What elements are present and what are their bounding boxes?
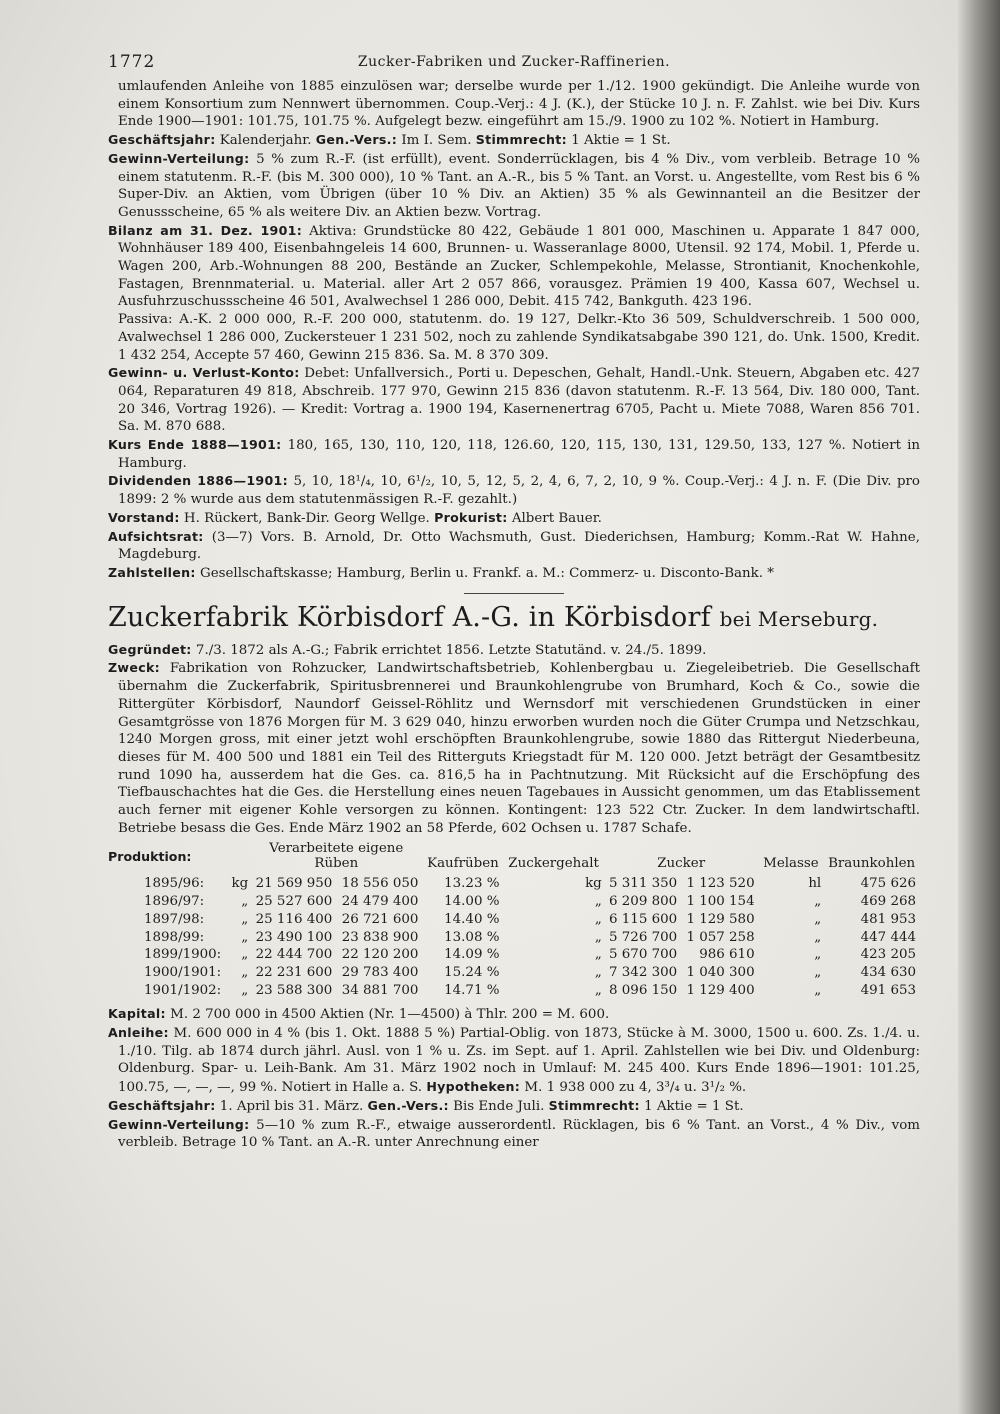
label-genvers-2: Gen.-Vers.: xyxy=(367,1097,449,1113)
company-title xyxy=(108,602,920,635)
text-vorstand: H. Rückert, Bank-Dir. Georg Wellge. xyxy=(183,510,430,526)
label-genvers: Gen.-Vers.: xyxy=(315,132,398,148)
cell-braunkohlen: 434 630 xyxy=(860,964,916,980)
col-braunkohlen: Braunkohlen xyxy=(828,856,916,872)
cell-melasse: 986 610 xyxy=(699,947,755,963)
cell-year: 1895/96: xyxy=(144,876,205,892)
entry-vorstand xyxy=(108,509,920,528)
label-geschaeftsjahr-2: Geschäftsjahr: xyxy=(108,1097,216,1113)
cell-unit-eigene: „ xyxy=(241,894,249,910)
text-geschaeftsjahr-2: 1. April bis 31. März. xyxy=(219,1098,364,1114)
cell-zuckergehalt: 14.00 % xyxy=(444,894,500,910)
cell-kaufrueben: 24 479 400 xyxy=(341,894,419,910)
cell-kaufrueben: 22 120 200 xyxy=(341,947,419,963)
cell-kaufrueben: 29 783 400 xyxy=(341,964,419,980)
section-divider xyxy=(464,593,564,594)
company-title-main: Zuckerfabrik Körbisdorf A.-G. in Körbisdorf xyxy=(108,601,711,633)
cell-year: 1899/1900: xyxy=(144,947,222,963)
cell-zuckergehalt: 14.09 % xyxy=(444,947,500,963)
label-vorstand: Vorstand: xyxy=(108,509,180,525)
col-kaufrueben: Kaufrüben xyxy=(427,856,499,872)
label-stimmrecht: Stimmrecht: xyxy=(475,132,567,148)
cell-zuckergehalt: 13.23 % xyxy=(444,876,500,892)
label-zahlstellen: Zahlstellen: xyxy=(108,564,196,580)
label-aufsichtsrat: Aufsichtsrat: xyxy=(108,528,204,544)
entry-gewinnverteilung xyxy=(108,150,920,222)
anleihe-continuation: umlaufenden Anleihe von 1885 einzulösen war; derselbe wurde per 1./12. 1900 gekündigt. Die Anleihe wurde von einem Konsortium zum Nennwert übernommen. Coup.-Verj.: 4 J. (K.), der Stücke 10 J. n. F. Zahlst. wie bei Div. Kurs Ende 1900—1901: 101.75, 101.75 %. Aufgelegt bezw. eingeführt am 15./9. 1900 zu 102 %. Notiert in Hamburg. xyxy=(118,79,920,130)
cell-kaufrueben: 23 838 900 xyxy=(341,929,419,945)
text-genvers: Im I. Sem. xyxy=(401,133,472,149)
entry-zahlstellen xyxy=(108,564,920,583)
label-kapital: Kapital: xyxy=(108,1006,166,1022)
cell-unit-eigene: „ xyxy=(241,964,249,980)
cell-melasse: 1 123 520 xyxy=(686,876,755,892)
cell-unit-braunkohlen: „ xyxy=(814,911,822,927)
cell-unit-zucker: „ xyxy=(594,911,602,927)
cell-unit-braunkohlen: „ xyxy=(814,929,822,945)
cell-eigene-rueben: 21 569 950 xyxy=(255,876,333,892)
label-anleihe: Anleihe: xyxy=(108,1025,169,1041)
text-gewinnverteilung-2: 5—10 % zum R.-F., etwaige ausserordentl. Rücklagen, bis 6 % Tant. an Vorst., 4 % Div., vom verbleib. Betrage 10 % Tant. an A.-R. unter Anrechnung einer xyxy=(118,1117,920,1151)
running-title: Zucker-Fabriken und Zucker-Raffinerien. xyxy=(357,54,671,70)
label-guv: Gewinn- u. Verlust-Konto: xyxy=(108,365,300,381)
cell-kaufrueben: 26 721 600 xyxy=(341,911,419,927)
cell-unit-braunkohlen: „ xyxy=(814,982,822,998)
text-stimmrecht: 1 Aktie = 1 St. xyxy=(571,133,671,149)
cell-melasse: 1 040 300 xyxy=(686,964,755,980)
cell-year: 1897/98: xyxy=(144,911,205,927)
entry-gegruendet xyxy=(108,641,920,660)
label-prokurist: Prokurist: xyxy=(434,509,508,525)
production-table-header xyxy=(108,841,920,875)
cell-braunkohlen: 475 626 xyxy=(860,876,916,892)
cell-unit-zucker: „ xyxy=(594,929,602,945)
label-hypotheken: Hypotheken: xyxy=(426,1079,521,1095)
text-stimmrecht-2: 1 Aktie = 1 St. xyxy=(644,1098,744,1114)
cell-eigene-rueben: 23 490 100 xyxy=(255,929,333,945)
text-prokurist: Albert Bauer. xyxy=(511,510,602,526)
label-dividenden: Dividenden 1886—1901: xyxy=(108,473,288,489)
production-table-body xyxy=(108,875,920,999)
text-kurs: 180, 165, 130, 110, 120, 118, 126.60, 120, 115, 130, 131, 129.50, 133, 127 %. Notiert in Hamburg. xyxy=(118,438,921,471)
company-title-location: bei Merseburg. xyxy=(719,606,879,631)
cell-unit-zucker: „ xyxy=(594,947,602,963)
entry-anleihe xyxy=(108,1024,920,1097)
cell-melasse: 1 057 258 xyxy=(686,929,755,945)
cell-zucker: 8 096 150 xyxy=(609,982,678,998)
cell-zuckergehalt: 14.40 % xyxy=(444,911,500,927)
cell-unit-eigene: „ xyxy=(241,911,249,927)
text-zahlstellen: Gesellschaftskasse; Hamburg, Berlin u. Frankf. a. M.: Commerz- u. Disconto-Bank. * xyxy=(200,565,774,581)
cell-zucker: 5 670 700 xyxy=(609,947,678,963)
cell-braunkohlen: 447 444 xyxy=(860,929,916,945)
section-previous-company xyxy=(108,78,920,583)
text-bilanz-aktiva: Aktiva: Grundstücke 80 422, Gebäude 1 801 000, Maschinen u. Apparate 1 847 000, Wohnhäuser 189 400, Eisenbahngeleis 14 600, Brunnen- u. Wasseranlage 8000, Utensil. 92 174, Mobil. 1, Pferde u. Wagen 200, Arb.-Wohnungen 88 200, Bestände an Zucker, Schlempekohle, Melasse, Strontianit, Knochenkohle, Fastagen, Brennmaterial. u. Material. aller Art 2 057 866, vorausgez. Prämien 19 400, Kassa 607, Wechsel u. Ausfuhrzuschussscheine 46 501, Avalwechsel 1 286 000, Debit. 415 742, Bankguth. 423 196. xyxy=(118,223,920,310)
entry-geschaeftsjahr xyxy=(108,131,920,150)
cell-kaufrueben: 18 556 050 xyxy=(341,876,419,892)
cell-zucker: 5 726 700 xyxy=(609,929,678,945)
col-verarbeitete: Verarbeitete eigene Rüben xyxy=(269,841,404,872)
cell-zuckergehalt: 14.71 % xyxy=(444,982,500,998)
entry-zweck xyxy=(108,659,920,837)
cell-year: 1898/99: xyxy=(144,929,205,945)
cell-melasse: 1 100 154 xyxy=(686,894,755,910)
cell-unit-braunkohlen: „ xyxy=(814,947,822,963)
production-table xyxy=(108,841,920,999)
page-header xyxy=(108,44,920,78)
table-row xyxy=(108,964,920,982)
cell-eigene-rueben: 22 231 600 xyxy=(255,964,333,980)
entry-gewinnverteilung-2 xyxy=(108,1116,920,1152)
text-dividenden: 5, 10, 18¹/₄, 10, 6¹/₂, 10, 5, 12, 5, 2, 4, 6, 7, 2, 10, 9 %. Coup.-Verj.: 4 J. n. F. (Die Div. pro 1899: 2 % wurde aus dem statutenmässigen R.-F. gezahlt.) xyxy=(118,474,920,508)
label-gewinnverteilung-2: Gewinn-Verteilung: xyxy=(108,1116,250,1132)
cell-eigene-rueben: 23 588 300 xyxy=(255,982,333,998)
text-genvers-2: Bis Ende Juli. xyxy=(453,1098,545,1114)
cell-braunkohlen: 469 268 xyxy=(860,894,916,910)
text-anleihe: M. 600 000 in 4 % (bis 1. Okt. 1888 5 %) Partial-Oblig. von 1873, Stücke à M. 3000, 1500 u. 600. Zs. 1./4. u. 1./10. Tilg. ab 1874 durch jährl. Ausl. von 1 % u. Zs. im Sept. auf 1. April. Zahlstellen wie bei Div. und Oldenburg: Oldenburg. Spar- u. Leih-Bank. Am 31. März 1902 noch in Umlauf: M. 245 400. Kurs Ende 1896—1901: 101.25, 100.75, —, —, —, 99 %. Notiert in Halle a. S. xyxy=(118,1026,920,1096)
cell-unit-braunkohlen: „ xyxy=(814,894,822,910)
cell-year: 1900/1901: xyxy=(144,964,222,980)
cell-year: 1896/97: xyxy=(144,894,205,910)
entry-bilanz xyxy=(108,222,920,312)
label-gegruendet: Gegründet: xyxy=(108,641,192,657)
table-row xyxy=(108,875,920,893)
cell-melasse: 1 129 580 xyxy=(686,911,755,927)
col-zucker: Zucker xyxy=(657,856,706,872)
cell-unit-eigene: kg xyxy=(231,876,249,892)
cell-kaufrueben: 34 881 700 xyxy=(341,982,419,998)
col-melasse: Melasse xyxy=(763,856,819,872)
text-kapital: M. 2 700 000 in 4500 Aktien (Nr. 1—4500) à Thlr. 200 = M. 600. xyxy=(170,1007,610,1023)
cell-eigene-rueben: 25 116 400 xyxy=(255,911,333,927)
cell-zucker: 5 311 350 xyxy=(609,876,678,892)
cell-eigene-rueben: 25 527 600 xyxy=(255,894,333,910)
cell-zucker: 6 209 800 xyxy=(609,894,678,910)
text-bilanz-passiva: Passiva: A.-K. 2 000 000, R.-F. 200 000, statutenm. do. 19 127, Delkr.-Kto 36 509, Schuldverschreib. 1 500 000, Avalwechsel 1 286 000, Zuckersteuer 1 231 502, noch zu zahlende Syndikatsabgabe 390 121, do. Unk. 1500, Kredit. 1 432 254, Accepte 57 460, Gewinn 215 836. Sa. M. 8 370 309. xyxy=(118,312,920,363)
cell-unit-zucker: „ xyxy=(594,964,602,980)
cell-braunkohlen: 423 205 xyxy=(860,947,916,963)
page-edge-shadow xyxy=(958,0,1000,1414)
label-produktion: Produktion: xyxy=(108,848,192,864)
entry-dividenden xyxy=(108,472,920,508)
cell-unit-eigene: „ xyxy=(241,929,249,945)
page-number: 1772 xyxy=(108,52,156,72)
cell-unit-zucker: kg xyxy=(585,876,602,892)
cell-braunkohlen: 481 953 xyxy=(860,911,916,927)
cell-year: 1901/1902: xyxy=(144,982,222,998)
text-geschaeftsjahr: Kalenderjahr. xyxy=(219,133,312,149)
entry-kapital xyxy=(108,1005,920,1024)
page-content xyxy=(108,44,920,1152)
cell-unit-braunkohlen: hl xyxy=(808,876,822,892)
text-gewinnverteilung: 5 % zum R.-F. (ist erfüllt), event. Sonderrücklagen, bis 4 % Div., vom verbleib. Betrage 10 % einem statutenm. R.-F. (bis M. 300 000), 10 % Tant. an A.-R., bis 5 % Tant. an Vorst. u. Angestellte, vom Rest bis 6 % Super-Div. an Aktien, vom Übrigen (über 10 % Div. an Aktien) 35 % als Gewinnanteil an die Besitzer der Genussscheine, 65 % als weitere Div. an Aktien bezw. Vortrag. xyxy=(118,151,920,220)
table-row xyxy=(108,893,920,911)
cell-unit-eigene: „ xyxy=(241,982,249,998)
label-gewinnverteilung: Gewinn-Verteilung: xyxy=(108,150,250,166)
col-zuckergehalt: Zuckergehalt xyxy=(508,856,599,872)
text-zweck: Fabrikation von Rohzucker, Landwirtschaftsbetrieb, Kohlenbergbau u. Ziegeleibetrieb. Die Gesellschaft übernahm die Zuckerfabrik, Spiritusbrennerei und Braunkohlengrube von Brumhard, Koch & Co., sowie die Rittergüter Körbisdorf, Naundorf Geissel-Röhlitz und Wernsdorf mit verschiedenen Grundstücken in einer Gesamtgrösse von 1876 Morgen für M. 3 629 040, hinzu erworben wurden noch die Güter Crumpa und Netzschkau, 1240 Morgen gross, mit einer jetzt wohl erschöpften Braunkohlengrube, sowie 1880 das Rittergut Niederbeuna, dieses für M. 400 500 und 1881 ein Teil des Ritterguts Kriegstadt für M. 120 000. Jetzt beträgt der Gesamtbesitz rund 1090 ha, ausserdem hat die Ges. ca. 816,5 ha in Pachtnutzung. Mit Rücksicht auf die Erschöpfung des Tiefbauschachtes hat die Ges. die Herstellung eines neuen Tagebaues in Aussicht genommen, um das Etablissement auch ferner mit eigener Kohle versorgen zu können. Kontingent: 123 522 Ctr. Zucker. In dem landwirtschaftl. Betriebe besass die Ges. Ende März 1902 an 58 Pferde, 602 Ochsen u. 1787 Schafe. xyxy=(118,661,920,836)
cell-braunkohlen: 491 653 xyxy=(860,982,916,998)
entry-aufsichtsrat xyxy=(108,528,920,564)
cell-unit-eigene: „ xyxy=(241,947,249,963)
label-bilanz: Bilanz am 31. Dez. 1901: xyxy=(108,222,303,238)
text-aufsichtsrat: (3—7) Vors. B. Arnold, Dr. Otto Wachsmuth, Gust. Diederichsen, Hamburg; Komm.-Rat W. Hahne, Magdeburg. xyxy=(118,529,920,563)
table-row xyxy=(108,946,920,964)
cell-zuckergehalt: 13.08 % xyxy=(444,929,500,945)
entry-guv xyxy=(108,364,920,436)
cell-unit-zucker: „ xyxy=(594,982,602,998)
table-row xyxy=(108,911,920,929)
text-guv: Debet: Unfallversich., Porti u. Depeschen, Gehalt, Handl.-Unk. Steuern, Abgaben etc. 427 064, Reparaturen 49 818, Abschreib. 177 970, Gewinn 215 836 (davon statutenm. R.-F. 13 564, Div. 180 000, Tant. 20 346, Vortrag 1926). — Kredit: Vortrag a. 1900 194, Kasernenertrag 6705, Pacht u. Miete 7088, Waren 856 701. Sa. M. 870 688. xyxy=(118,366,920,435)
label-stimmrecht-2: Stimmrecht: xyxy=(548,1097,640,1113)
cell-eigene-rueben: 22 444 700 xyxy=(255,947,333,963)
label-zweck: Zweck: xyxy=(108,660,160,676)
cell-zucker: 6 115 600 xyxy=(609,911,678,927)
cell-zucker: 7 342 300 xyxy=(609,964,678,980)
section-koerbisdorf xyxy=(108,602,920,1152)
table-row xyxy=(108,929,920,947)
table-row xyxy=(108,982,920,1000)
entry-kurs xyxy=(108,436,920,472)
label-kurs: Kurs Ende 1888—1901: xyxy=(108,437,282,453)
cell-zuckergehalt: 15.24 % xyxy=(444,964,500,980)
label-geschaeftsjahr: Geschäftsjahr: xyxy=(108,132,216,148)
cell-unit-zucker: „ xyxy=(594,894,602,910)
cell-unit-braunkohlen: „ xyxy=(814,964,822,980)
text-gegruendet: 7./3. 1872 als A.-G.; Fabrik errichtet 1856. Letzte Statutänd. v. 24./5. 1899. xyxy=(195,642,707,658)
cell-melasse: 1 129 400 xyxy=(686,982,755,998)
entry-geschaeftsjahr-2 xyxy=(108,1097,920,1116)
text-hypotheken: M. 1 938 000 zu 4, 3³/₄ u. 3¹/₂ %. xyxy=(524,1080,747,1096)
